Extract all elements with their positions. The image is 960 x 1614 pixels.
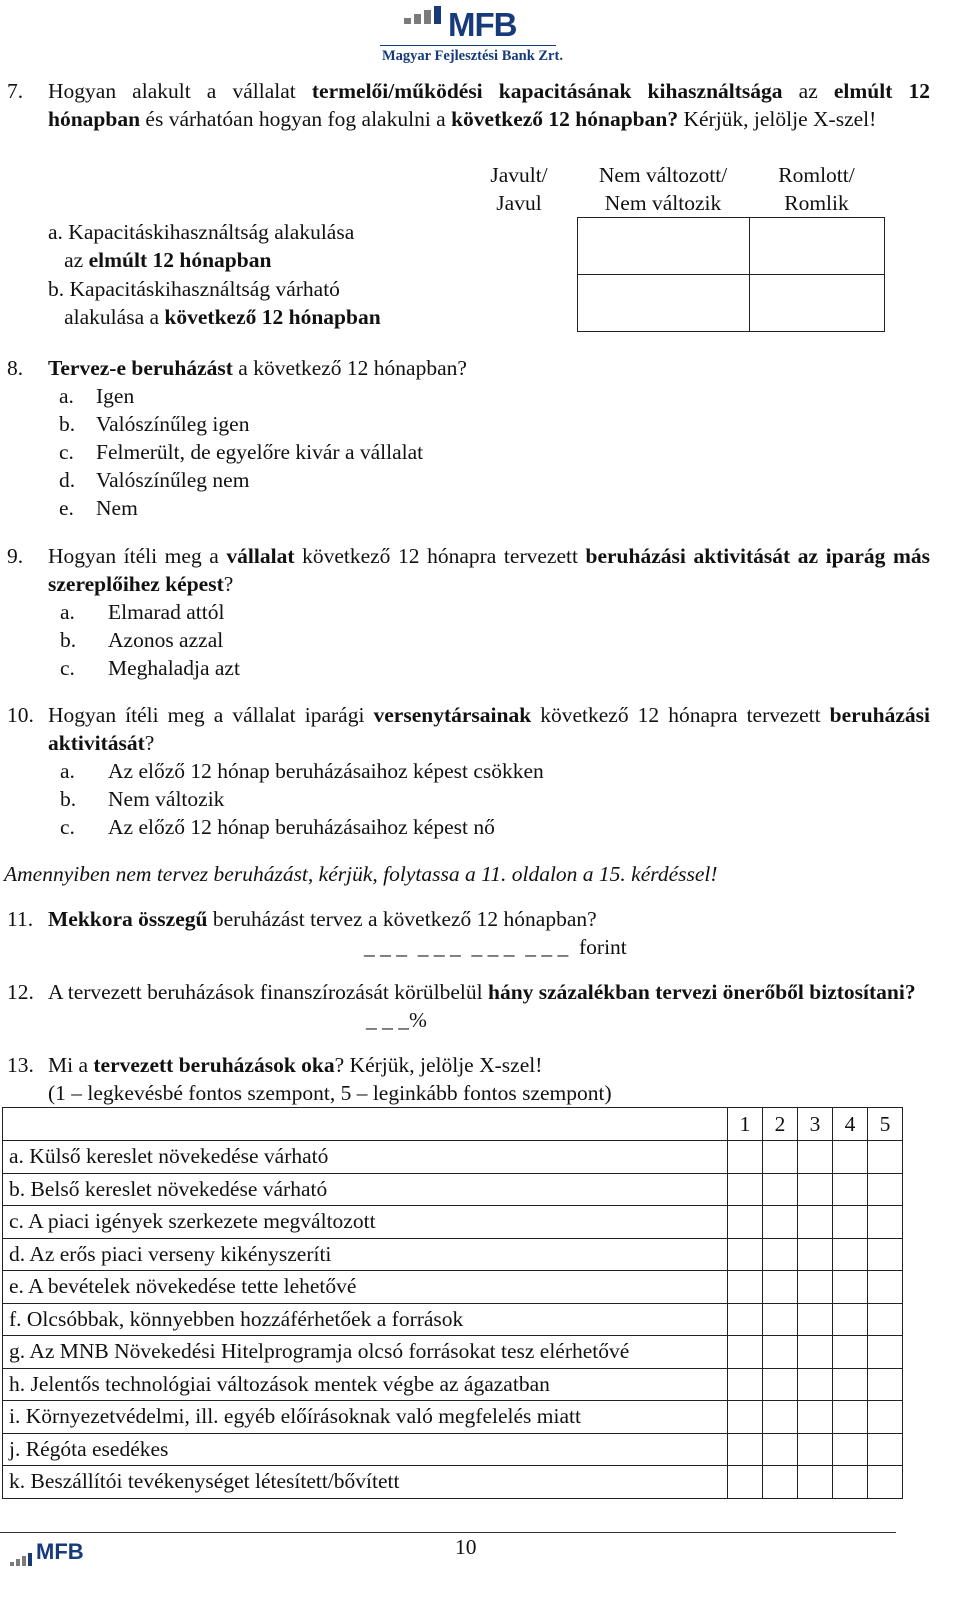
rating-cell-5[interactable]	[868, 1336, 903, 1369]
rating-cell-1[interactable]	[728, 1206, 763, 1239]
rating-cell-5[interactable]	[868, 1368, 903, 1401]
option-c[interactable]: c. Meghaladja azt	[60, 656, 240, 680]
cell-next-unchanged[interactable]	[577, 275, 749, 332]
rating-cell-1[interactable]	[728, 1368, 763, 1401]
rating-cell-4[interactable]	[833, 1368, 868, 1401]
rating-cell-5[interactable]	[868, 1466, 903, 1499]
reason-row	[3, 1271, 903, 1304]
reason-row	[3, 1336, 903, 1369]
reason-row	[3, 1401, 903, 1434]
rating-cell-4[interactable]	[833, 1206, 868, 1239]
reason-label: e. A bevételek növekedése tette lehetővé	[3, 1271, 728, 1304]
question-9	[7, 542, 930, 598]
rating-cell-2[interactable]	[763, 1271, 798, 1304]
reason-label: g. Az MNB Növekedési Hitelprogramja olcsó forrásokat tesz elérhetővé	[3, 1336, 728, 1369]
rating-cell-4[interactable]	[833, 1173, 868, 1206]
question-number: 9.	[7, 544, 24, 568]
rating-cell-3[interactable]	[798, 1238, 833, 1271]
question-13	[7, 1051, 930, 1107]
question-text: A tervezett beruházások finanszírozását körülbelül hány százalékban tervezi önerőből biztosítani?	[48, 980, 916, 1004]
rating-cell-5[interactable]	[868, 1238, 903, 1271]
logo-rule	[380, 45, 556, 46]
footer-logo	[8, 1540, 98, 1566]
header-worsened: Romlott/ Romlik	[778, 163, 855, 215]
percent-field[interactable]: _ _ _%	[366, 1008, 427, 1032]
col-5: 5	[868, 1108, 903, 1141]
reason-label: c. A piaci igények szerkezete megváltozott	[3, 1206, 728, 1239]
cell-next-worsened[interactable]	[749, 275, 884, 332]
rating-cell-5[interactable]	[868, 1141, 903, 1174]
reason-label: a. Külső kereslet növekedése várható	[3, 1141, 728, 1174]
question-text: Hogyan ítéli meg a vállalat következő 12 hónapra tervezett beruházási aktivitását az iparág más szereplőihez képest?	[48, 544, 930, 596]
question-11	[7, 905, 930, 933]
rating-cell-4[interactable]	[833, 1303, 868, 1336]
rating-cell-3[interactable]	[798, 1401, 833, 1434]
rating-cell-3[interactable]	[798, 1433, 833, 1466]
rating-cell-1[interactable]	[728, 1303, 763, 1336]
row-past-12-months: a. Kapacitáskihasználtság alakulása az elmúlt 12 hónapban	[48, 219, 355, 272]
question-number: 10.	[7, 703, 34, 727]
rating-cell-2[interactable]	[763, 1466, 798, 1499]
question-12	[7, 978, 930, 1006]
rating-cell-2[interactable]	[763, 1401, 798, 1434]
rating-cell-3[interactable]	[798, 1173, 833, 1206]
rating-cell-5[interactable]	[868, 1401, 903, 1434]
rating-cell-2[interactable]	[763, 1238, 798, 1271]
rating-cell-2[interactable]	[763, 1173, 798, 1206]
rating-cell-4[interactable]	[833, 1238, 868, 1271]
rating-cell-5[interactable]	[868, 1303, 903, 1336]
scale-note: (1 – legkevésbé fontos szempont, 5 – leginkább fontos szempont)	[48, 1081, 612, 1105]
rating-cell-5[interactable]	[868, 1173, 903, 1206]
rating-cell-4[interactable]	[833, 1271, 868, 1304]
rating-cell-4[interactable]	[833, 1466, 868, 1499]
reason-row	[3, 1368, 903, 1401]
question-text: Hogyan ítéli meg a vállalat iparági versenytársainak következő 12 hónapra tervezett beruházási aktivitását?	[48, 703, 930, 755]
col-3: 3	[798, 1108, 833, 1141]
reason-row	[3, 1303, 903, 1336]
rating-cell-2[interactable]	[763, 1303, 798, 1336]
rating-cell-2[interactable]	[763, 1433, 798, 1466]
cell-past-improved[interactable]	[461, 218, 577, 275]
logo-subtitle: Magyar Fejlesztési Bank Zrt.	[382, 48, 563, 64]
rating-cell-1[interactable]	[728, 1336, 763, 1369]
rating-cell-2[interactable]	[763, 1368, 798, 1401]
option-a[interactable]: a. Igen	[59, 384, 135, 408]
question-text: Hogyan alakult a vállalat termelői/működési kapacitásának kihasználtsága az elmúlt 12 hónapban és várhatóan hogyan fog alakulni a következő 12 hónapban? Kérjük, jelölje X-szel!	[48, 79, 930, 131]
question-8	[7, 354, 930, 382]
rating-cell-2[interactable]	[763, 1206, 798, 1239]
col-1: 1	[728, 1108, 763, 1141]
rating-cell-1[interactable]	[728, 1238, 763, 1271]
option-b[interactable]: b. Azonos azzal	[60, 628, 224, 652]
question-number: 8.	[7, 356, 24, 380]
question-number: 13.	[7, 1053, 34, 1077]
reason-label: b. Belső kereslet növekedése várható	[3, 1173, 728, 1206]
header-unchanged: Nem változott/ Nem változik	[598, 163, 728, 215]
cell-past-worsened[interactable]	[749, 218, 884, 275]
footer-rule	[0, 1532, 896, 1533]
reason-row	[3, 1238, 903, 1271]
reason-label: h. Jelentős technológiai változások mentek végbe az ágazatban	[3, 1368, 728, 1401]
rating-cell-4[interactable]	[833, 1336, 868, 1369]
reason-label: j. Régóta esedékes	[3, 1433, 728, 1466]
option-a[interactable]: a. Az előző 12 hónap beruházásaihoz képest csökken	[60, 759, 544, 783]
option-c[interactable]: c. Felmerült, de egyelőre kivár a vállalat	[59, 440, 424, 464]
col-2: 2	[763, 1108, 798, 1141]
rating-cell-5[interactable]	[868, 1271, 903, 1304]
logo-word: MFB	[448, 6, 517, 43]
option-a[interactable]: a. Elmarad attól	[60, 600, 225, 624]
option-d[interactable]: d. Valószínűleg nem	[59, 468, 250, 492]
page-number: 10	[455, 1535, 477, 1559]
row-next-12-months: b. Kapacitáskihasználtság várható alakulása a következő 12 hónapban	[48, 276, 381, 329]
rating-cell-5[interactable]	[868, 1206, 903, 1239]
rating-cell-4[interactable]	[833, 1433, 868, 1466]
question-number: 11.	[7, 907, 34, 931]
reason-row	[3, 1433, 903, 1466]
rating-cell-1[interactable]	[728, 1433, 763, 1466]
col-4: 4	[833, 1108, 868, 1141]
rating-cell-3[interactable]	[798, 1141, 833, 1174]
reasons-table	[2, 1107, 903, 1499]
rating-cell-3[interactable]	[798, 1206, 833, 1239]
rating-cell-1[interactable]	[728, 1401, 763, 1434]
rating-cell-4[interactable]	[833, 1401, 868, 1434]
cell-past-unchanged[interactable]	[577, 218, 749, 275]
question-7	[7, 77, 930, 133]
reason-label: d. Az erős piaci verseny kikényszeríti	[3, 1238, 728, 1271]
q8-options	[59, 382, 423, 522]
rating-cell-2[interactable]	[763, 1141, 798, 1174]
reason-label: i. Környezetvédelmi, ill. egyéb előírásoknak való megfelelés miatt	[3, 1401, 728, 1434]
rating-cell-1[interactable]	[728, 1173, 763, 1206]
rating-cell-3[interactable]	[798, 1271, 833, 1304]
option-b[interactable]: b. Nem változik	[60, 787, 225, 811]
rating-cell-3[interactable]	[798, 1336, 833, 1369]
question-text: Tervez-e beruházást a következő 12 hónapban?	[48, 356, 467, 380]
reason-label: f. Olcsóbbak, könnyebben hozzáférhetőek a források	[3, 1303, 728, 1336]
rating-cell-1[interactable]	[728, 1466, 763, 1499]
rating-cell-1[interactable]	[728, 1141, 763, 1174]
rating-cell-4[interactable]	[833, 1141, 868, 1174]
q10-options	[60, 757, 544, 841]
question-number: 7.	[7, 79, 24, 103]
option-e[interactable]: e. Nem	[59, 496, 138, 520]
skip-note: Amennyiben nem tervez beruházást, kérjük, folytassa a 11. oldalon a 15. kérdéssel!	[4, 862, 718, 886]
option-b[interactable]: b. Valószínűleg igen	[59, 412, 250, 436]
mfb-logo	[380, 4, 563, 66]
rating-cell-3[interactable]	[798, 1466, 833, 1499]
reason-label: k. Beszállítói tevékenységet létesített/bővített	[3, 1466, 728, 1499]
question-text: Mi a tervezett beruházások oka? Kérjük, jelölje X-szel! (1 – legkevésbé fontos szempont, 5 – leginkább fontos szempont)	[48, 1053, 612, 1105]
question-number: 12.	[7, 980, 34, 1004]
reason-row	[3, 1141, 903, 1174]
reason-row	[3, 1173, 903, 1206]
cell-next-improved[interactable]	[461, 275, 577, 332]
question-10	[7, 701, 930, 757]
reason-row	[3, 1206, 903, 1239]
header-improved: Javult/ Javul	[490, 163, 548, 215]
rating-cell-5[interactable]	[868, 1433, 903, 1466]
option-c[interactable]: c. Az előző 12 hónap beruházásaihoz képest nő	[60, 815, 495, 839]
rating-cell-3[interactable]	[798, 1303, 833, 1336]
rating-cell-2[interactable]	[763, 1336, 798, 1369]
q9-options	[60, 598, 240, 682]
rating-cell-1[interactable]	[728, 1271, 763, 1304]
footer-logo-word: MFB	[36, 1539, 84, 1564]
capacity-table	[48, 161, 885, 332]
rating-cell-3[interactable]	[798, 1368, 833, 1401]
reason-row	[3, 1466, 903, 1499]
amount-field[interactable]: _ _ _ _ _ _ _ _ _ _ _ _ forint	[364, 935, 627, 959]
question-text: Mekkora összegű beruházást tervez a következő 12 hónapban?	[48, 907, 597, 931]
